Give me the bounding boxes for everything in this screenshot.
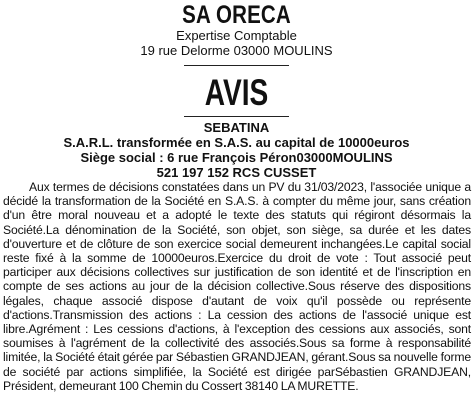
registration-number: 521 197 152 RCS CUSSET xyxy=(156,165,317,180)
notice-body: Aux termes de décisions constatées dans un PV du 31/03/2023, l'associée unique a décidé la transformation de la Société en S.A.S. à compter du même jour, sans création d'un être moral nouveau et a adopté le texte des statuts qui régiront désormais la Société.La dénomination de la Société, son objet, son siège, sa durée et les dates d'ouverture et de clôture de son exercice social demeurent inchangées.Le capital social reste fixé à la somme de 10000euros.Exercice du droit de vote : Tout associé peut participer aux décisions collectives sur justification de son identité et de l'inscription en compte de ses actions au jour de la décision collective.Sous réserve des dispositions légales, chaque associé dispose d'autant de voix qu'il possède ou représente d'actions.Transmission des actions : La cession des actions de l'associé unique est libre.Agrément : Les cessions d'actions, à l'exception des cessions aux associés, sont soumises à l'agrément de la collectivité des associés.Sous sa forme à responsabilité limitée, la Société était gérée par Sébastien GRANDJEAN, gérant.Sous sa nouvelle forme de société par actions simplifiée, la Société est dirigée parSébastien GRANDJEAN, Président, demeurant 100 Chemin du Cossert 38140 LA MURETTE. xyxy=(3,180,471,393)
firm-name: SA ORECA xyxy=(182,1,291,29)
company-name: SEBATINA xyxy=(203,120,270,135)
notice-title: AVIS xyxy=(204,72,269,113)
divider-title xyxy=(184,116,289,117)
company-form: S.A.R.L. transformée en S.A.S. au capital de 10000euros xyxy=(63,135,410,150)
firm-activity: Expertise Comptable xyxy=(176,28,297,43)
firm-address: 19 rue Delorme 03000 MOULINS xyxy=(140,43,333,58)
registered-office: Siège social : 6 rue François Péron03000MOULINS xyxy=(80,150,393,165)
divider-top xyxy=(184,65,289,66)
